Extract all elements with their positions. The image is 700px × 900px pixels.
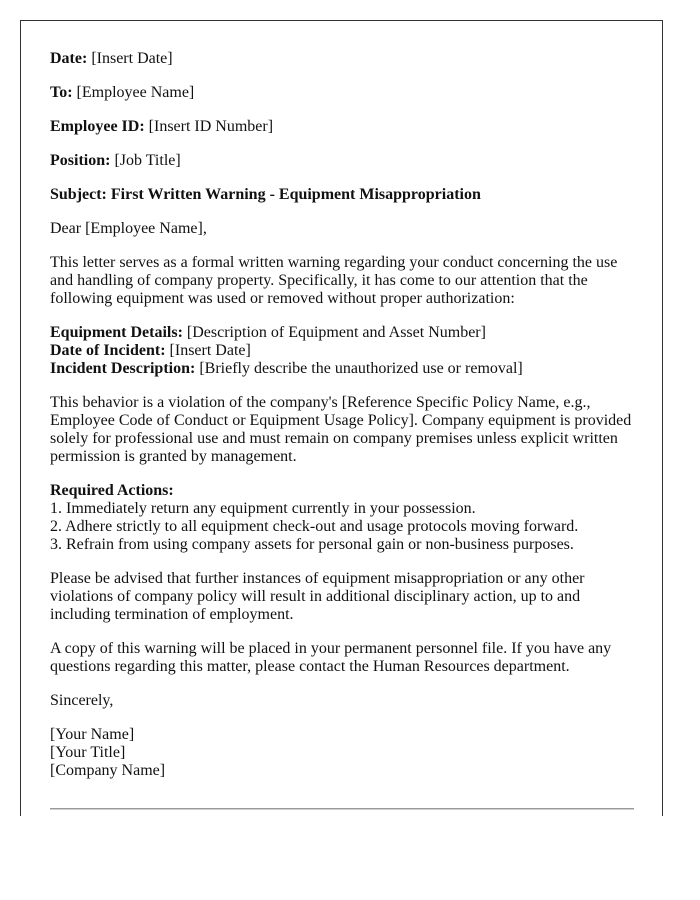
position-label: Position:	[50, 152, 111, 169]
date-value: [Insert Date]	[91, 50, 173, 67]
required-action-item: 2. Adhere strictly to all equipment check-out and usage protocols moving forward.	[50, 518, 579, 535]
incident-description-line	[50, 360, 633, 378]
subject-value: First Written Warning - Equipment Misappropriation	[110, 186, 481, 203]
required-action-item: 3. Refrain from using company assets for personal gain or non-business purposes.	[50, 536, 574, 553]
signature-name: [Your Name]	[50, 726, 135, 743]
signature-title: [Your Title]	[50, 744, 126, 761]
salutation: Dear [Employee Name],	[50, 220, 207, 237]
policy-paragraph: This behavior is a violation of the company's [Reference Specific Policy Name, e.g., Employee Code of Conduct or Equipment Usage Policy]. Company equipment is provided solely for professional use and must remain on company premises unless explicit written permission is granted by management.	[50, 394, 632, 465]
employee-id-line	[50, 118, 633, 136]
equipment-details-line	[50, 324, 633, 342]
signature-block	[50, 726, 633, 780]
incident-description-label: Incident Description:	[50, 360, 196, 377]
intro-paragraph: This letter serves as a formal written warning regarding your conduct concerning the use and handling of company property. Specifically, it has come to our attention that the following equipment was used or removed without proper authorization:	[50, 254, 618, 307]
equipment-details-value: [Description of Equipment and Asset Number]	[186, 324, 486, 341]
incident-date-line	[50, 342, 633, 360]
closing: Sincerely,	[50, 692, 114, 709]
warning-letter	[20, 20, 663, 816]
date-label: Date:	[50, 50, 88, 67]
signature-company: [Company Name]	[50, 762, 166, 779]
subject-line	[50, 186, 633, 204]
consequences-paragraph: Please be advised that further instances of equipment misappropriation or any other violations of company policy will result in additional disciplinary action, up to and including termination of employment.	[50, 570, 585, 623]
to-label: To:	[50, 84, 73, 101]
incident-date-label: Date of Incident:	[50, 342, 166, 359]
incident-details	[50, 324, 633, 378]
subject-label: Subject:	[50, 186, 107, 203]
date-line	[50, 50, 633, 68]
incident-date-value: [Insert Date]	[169, 342, 251, 359]
equipment-details-label: Equipment Details:	[50, 324, 183, 341]
employee-id-label: Employee ID:	[50, 118, 145, 135]
to-value: [Employee Name]	[76, 84, 195, 101]
footer-divider	[50, 808, 634, 810]
record-paragraph: A copy of this warning will be placed in your permanent personnel file. If you have any questions regarding this matter, please contact the Human Resources department.	[50, 640, 612, 675]
required-actions-heading: Required Actions:	[50, 482, 174, 499]
position-value: [Job Title]	[114, 152, 181, 169]
employee-id-value: [Insert ID Number]	[148, 118, 274, 135]
incident-description-value: [Briefly describe the unauthorized use or removal]	[199, 360, 523, 377]
to-line	[50, 84, 633, 102]
position-line	[50, 152, 633, 170]
required-actions	[50, 482, 633, 554]
required-action-item: 1. Immediately return any equipment currently in your possession.	[50, 500, 476, 517]
